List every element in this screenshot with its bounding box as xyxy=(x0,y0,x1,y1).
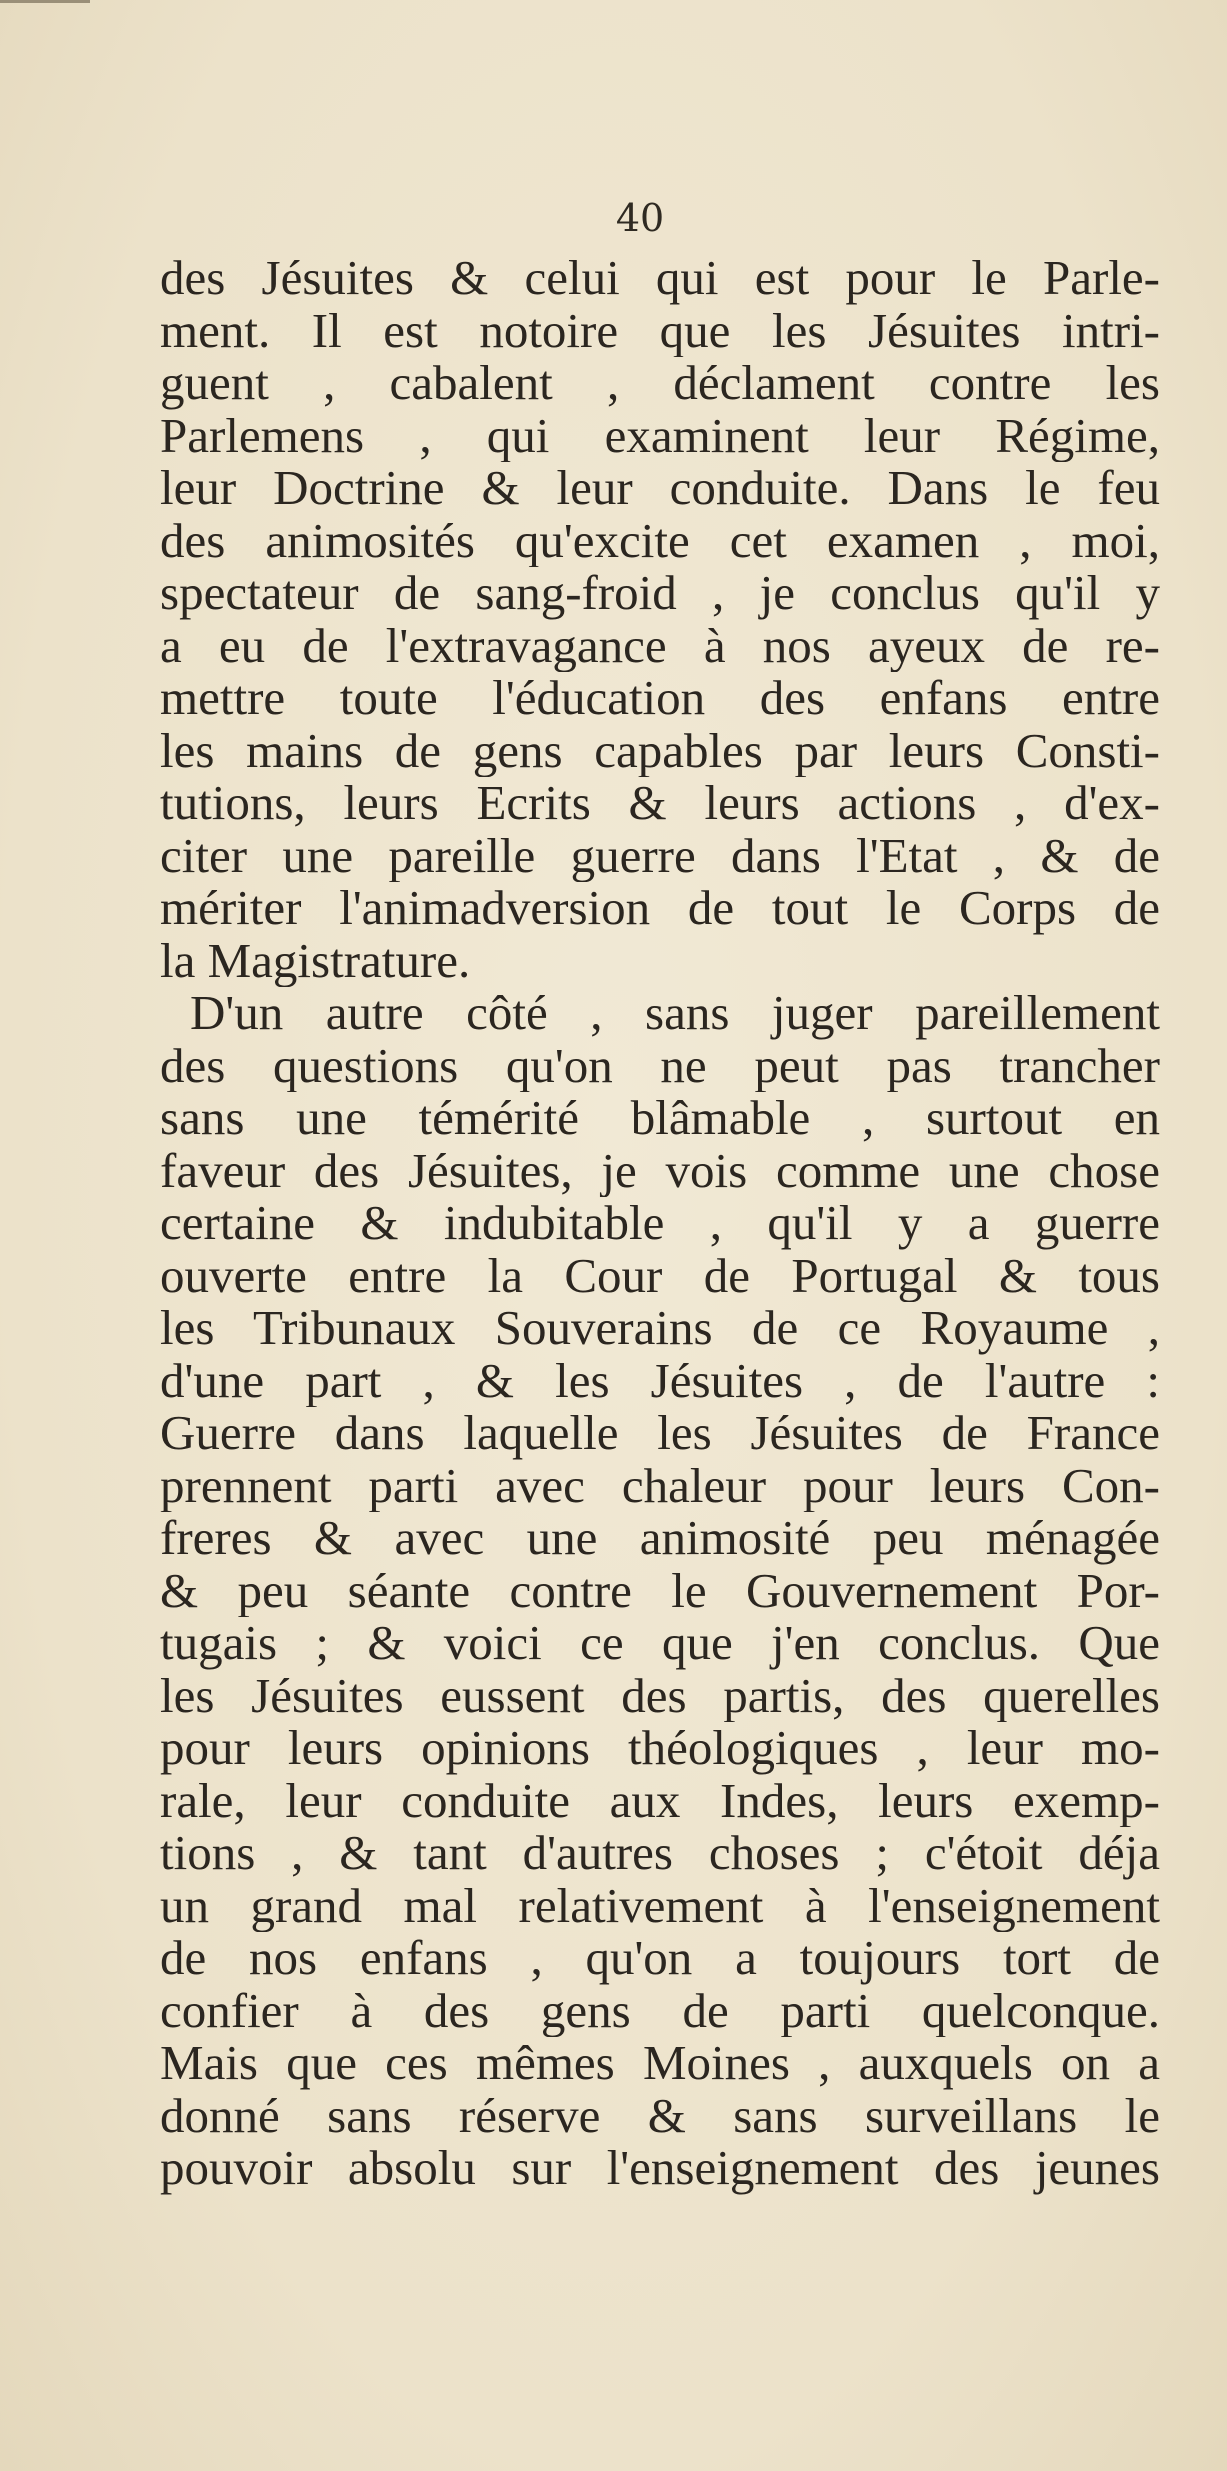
text-line: certaine & indubitable , qu'il y a guerre xyxy=(160,1197,1160,1250)
text-line: les Tribunaux Souverains de ce Royaume , xyxy=(160,1302,1160,1355)
paragraph-1 xyxy=(160,252,1160,987)
text-line: confier à des gens de parti quelconque. xyxy=(160,1984,1160,2037)
text-line: faveur des Jésuites, je vois comme une chose xyxy=(160,1144,1160,1197)
text-line: a eu de l'extravagance à nos ayeux de re- xyxy=(160,619,1160,672)
text-line: la Magistrature. xyxy=(160,934,471,987)
text-line: d'une part , & les Jésuites , de l'autre : xyxy=(160,1354,1160,1407)
text-line: D'un autre côté , sans juger pareillement xyxy=(190,987,1160,1040)
text-line: des questions qu'on ne peut pas trancher xyxy=(160,1039,1160,1092)
text-line: leur Doctrine & leur conduite. Dans le feu xyxy=(160,462,1160,515)
text-line: Parlemens , qui examinent leur Régime, xyxy=(160,409,1160,462)
text-line: donné sans réserve & sans surveillans le xyxy=(160,2089,1160,2142)
text-line: tugais ; & voici ce que j'en conclus. Que xyxy=(160,1617,1160,1670)
top-rule xyxy=(0,0,90,3)
paragraph-2 xyxy=(160,987,1160,2195)
text-line: de nos enfans , qu'on a toujours tort de xyxy=(160,1932,1160,1985)
text-line: prennent parti avec chaleur pour leurs Con- xyxy=(160,1459,1160,1512)
page-number: 40 xyxy=(615,196,665,240)
text-line: sans une témérité blâmable , surtout en xyxy=(160,1092,1160,1145)
text-line: tutions, leurs Ecrits & leurs actions , d'ex- xyxy=(160,777,1160,830)
text-line: ouverte entre la Cour de Portugal & tous xyxy=(160,1249,1160,1302)
text-line: spectateur de sang-froid , je conclus qu'il y xyxy=(160,567,1160,620)
text-line: citer une pareille guerre dans l'Etat , & de xyxy=(160,829,1160,882)
text-line: freres & avec une animosité peu ménagée xyxy=(160,1512,1160,1565)
text-line: tions , & tant d'autres choses ; c'étoit déja xyxy=(160,1827,1160,1880)
text-line: & peu séante contre le Gouvernement Por- xyxy=(160,1564,1160,1617)
text-line: guent , cabalent , déclament contre les xyxy=(160,357,1160,410)
text-line: des animosités qu'excite cet examen , moi, xyxy=(160,514,1160,567)
text-line: les Jésuites eussent des partis, des querelles xyxy=(160,1669,1160,1722)
text-line: pouvoir absolu sur l'enseignement des jeunes xyxy=(160,2142,1160,2195)
text-line: Guerre dans laquelle les Jésuites de France xyxy=(160,1407,1160,1460)
body-text xyxy=(160,252,1160,2195)
text-line: rale, leur conduite aux Indes, leurs exemp- xyxy=(160,1774,1160,1827)
text-line: mériter l'animadversion de tout le Corps de xyxy=(160,882,1160,935)
text-line: les mains de gens capables par leurs Consti- xyxy=(160,724,1160,777)
text-line: des Jésuites & celui qui est pour le Parle- xyxy=(160,252,1160,305)
text-line: ment. Il est notoire que les Jésuites intri- xyxy=(160,304,1160,357)
text-line: Mais que ces mêmes Moines , auxquels on a xyxy=(160,2037,1160,2090)
text-line: pour leurs opinions théologiques , leur mo- xyxy=(160,1722,1160,1775)
text-line: un grand mal relativement à l'enseignement xyxy=(160,1879,1160,1932)
text-line: mettre toute l'éducation des enfans entre xyxy=(160,672,1160,725)
